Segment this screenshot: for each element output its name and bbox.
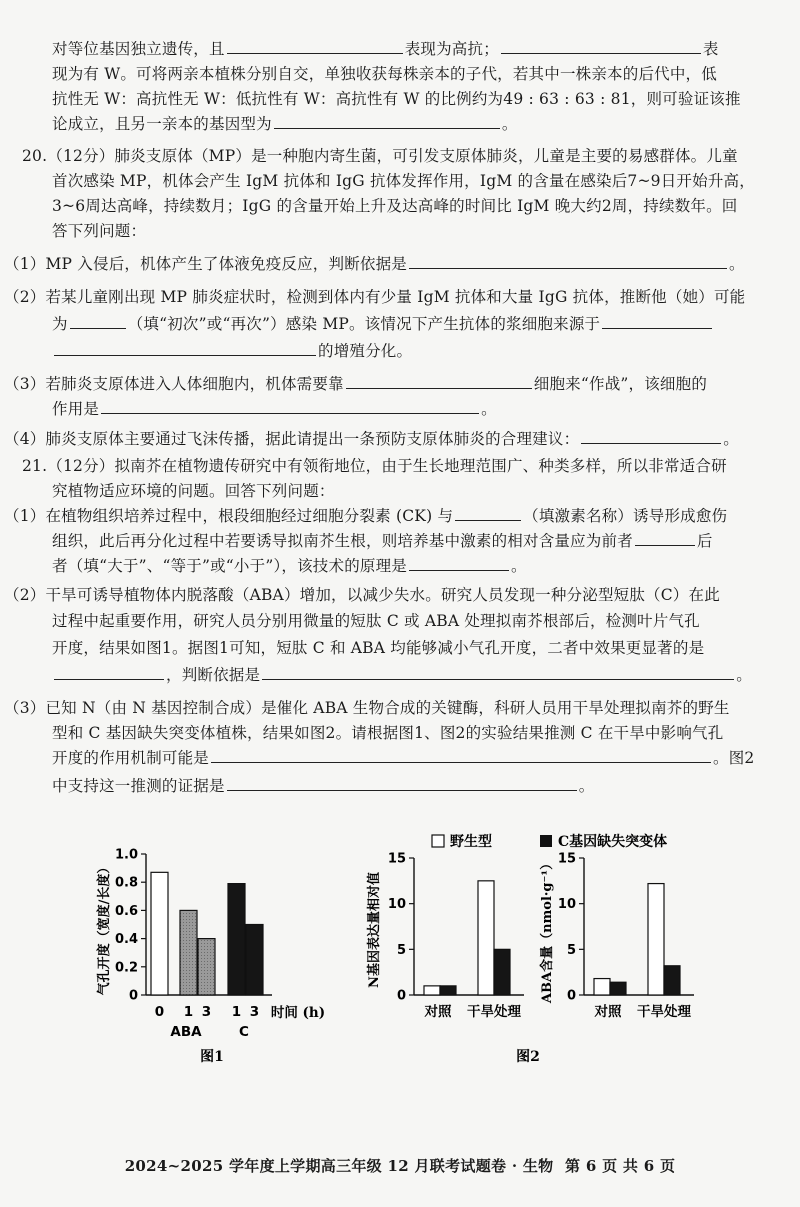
text: 表	[702, 40, 719, 58]
q21-sub3-line3	[52, 747, 800, 769]
text: （填激素名称）诱导形成愈伤	[523, 507, 728, 525]
group-label-c: C	[239, 1024, 249, 1040]
q21-line-2: 究植物适应环境的问题。回答下列问题：	[52, 482, 335, 500]
y-tick-label: 15	[387, 851, 406, 867]
text: 。	[729, 255, 745, 273]
q21-sub2-line1: （2）干旱可诱导植物体内脱落酸（ABA）增加，以减少失水。研究人员发现一种分泌型短肽（C）在此	[4, 586, 720, 604]
q20-line-4: 答下列问题：	[52, 222, 147, 240]
text: 表现为高抗；	[404, 40, 499, 58]
q21-sub1-line1	[4, 505, 800, 527]
answer-blank[interactable]	[70, 313, 126, 329]
group-label-aba: ABA	[170, 1024, 202, 1040]
x-tick-label: 0	[154, 1004, 165, 1020]
y-tick-label: 0.6	[114, 903, 138, 919]
text: （1）MP 入侵后，机体产生了体液免疫反应，判断依据是	[4, 255, 407, 273]
x-axis-label: 时间 (h)	[270, 1005, 326, 1021]
q21-sub3-line4	[52, 775, 800, 797]
text: 作用是	[52, 400, 100, 418]
text: 者（填“大于”、“等于”或“小于”），该技术的原理是	[52, 557, 407, 575]
text: ，判断依据是	[166, 666, 261, 684]
y-axis-label: N基因表达量相对值	[367, 872, 382, 988]
q20-sub3-line2	[52, 398, 800, 420]
bar-1	[180, 910, 197, 995]
q21-sub1-line2	[52, 530, 800, 552]
answer-blank[interactable]	[602, 313, 712, 329]
y-tick-label: 5	[396, 942, 406, 958]
q19-line-3: 抗性无 W：高抗性无 W：低抗性有 W：高抗性有 W 的比例约为49 : 63 : 63 : 81，则可验证该推	[52, 90, 741, 108]
q21-sub2-line2: 过程中起重要作用，研究人员分别用微量的短肽 C 或 ABA 处理拟南芥根部后，检测叶片气孔	[52, 612, 700, 630]
bar-0	[151, 872, 168, 995]
bar-mutant-0	[610, 982, 626, 995]
q19-line-2: 现为有 W。可将两亲本植株分别自交，单独收获每株亲本的子代，若其中一株亲本的后代中，低	[52, 65, 717, 83]
q21-sub2-line3: 开度，结果如图1。据图1可知，短肽 C 和 ABA 均能够减小气孔开度，二者中效果更显著的是	[52, 639, 705, 657]
q21-heading: 21.（12分）拟南芥在植物遗传研究中有领衔地位，由于生长地理范围广、种类多样，所以非常适合研	[22, 457, 727, 475]
y-axis-label: 气孔开度（宽度/长度）	[97, 860, 112, 996]
bar-wild-0	[594, 979, 610, 995]
y-tick-label: 0	[396, 988, 406, 1004]
legend-label-mutant: C基因缺失突变体	[558, 834, 668, 850]
text: 。	[736, 666, 752, 684]
text: 。	[511, 557, 527, 575]
bar-mutant-0	[440, 986, 456, 995]
text: 的增殖分化。	[318, 342, 413, 360]
q20-line-3: 3~6周达高峰，持续数月；IgG 的含量开始上升及达高峰的时间比 IgM 晚大约2周，持续数年。回	[52, 197, 738, 215]
legend-swatch-wild	[432, 835, 444, 847]
y-tick-label: 1.0	[114, 847, 138, 863]
answer-blank[interactable]	[54, 664, 164, 680]
footer-page-number: 第 6 页 共 6 页	[565, 1157, 676, 1175]
text: 论成立，且另一亲本的基因型为	[52, 115, 272, 133]
y-tick-label: 0	[566, 988, 576, 1004]
answer-blank[interactable]	[501, 38, 701, 54]
bar-wild-1	[648, 884, 664, 995]
y-tick-label: 10	[557, 897, 576, 913]
text: （4）肺炎支原体主要通过飞沫传播，据此请提出一条预防支原体肺炎的合理建议：	[4, 430, 580, 448]
x-tick-label: 3	[201, 1004, 212, 1020]
text: （1）在植物组织培养过程中，根段细胞经过细胞分裂素 (CK) 与	[4, 507, 454, 525]
answer-blank[interactable]	[227, 775, 577, 791]
footer-title: 2024~2025 学年度上学期高三年级 12 月联考试题卷 · 生物	[124, 1157, 554, 1175]
x-label-control: 对照	[424, 1004, 452, 1020]
answer-blank[interactable]	[455, 505, 521, 521]
x-tick-label: 1	[231, 1004, 242, 1020]
y-tick-label: 0.2	[114, 960, 138, 976]
figure-2-aba-chart	[539, 852, 694, 1021]
text: 。	[578, 777, 595, 795]
q19-line-1	[52, 38, 800, 60]
q19-line-4	[52, 113, 800, 135]
figure-2-n-gene-chart	[366, 852, 524, 1021]
answer-blank[interactable]	[635, 530, 695, 546]
text: 组织，此后再分化过程中若要诱导拟南芥生根，则培养基中激素的相对含量应为前者	[52, 532, 633, 550]
y-tick-label: 0.4	[114, 932, 138, 948]
text: 。	[501, 115, 518, 133]
q20-line-2: 首次感染 MP，机体会产生 IgM 抗体和 IgG 抗体发挥作用，IgM 的含量在感染后7~9日开始升高，	[52, 172, 755, 190]
bar-wild-1	[478, 881, 494, 995]
y-tick-label: 10	[387, 897, 406, 913]
text: 。图2	[713, 749, 755, 767]
answer-blank[interactable]	[101, 398, 479, 414]
text: （3）若肺炎支原体进入人体细胞内，机体需要靠	[4, 375, 344, 393]
y-tick-label: 0.8	[114, 875, 138, 891]
q20-sub2-line1: （2）若某儿童刚出现 MP 肺炎症状时，检测到体内有少量 IgM 抗体和大量 IgG 抗体，推断他（她）可能	[4, 288, 746, 306]
answer-blank[interactable]	[274, 113, 500, 129]
y-axis-label: ABA含量（nmol·g⁻¹）	[540, 856, 555, 1004]
answer-blank[interactable]	[581, 428, 721, 444]
x-label-control: 对照	[594, 1004, 622, 1020]
text: （填“初次”或“再次”）感染 MP。该情况下产生抗体的浆细胞来源于	[127, 315, 601, 333]
q21-sub2-line4	[52, 664, 800, 686]
bar-2	[198, 939, 215, 995]
figure-1-caption: 图1	[200, 1049, 224, 1065]
text: 。	[481, 400, 497, 418]
legend-label-wild: 野生型	[450, 834, 492, 850]
answer-blank[interactable]	[54, 340, 316, 356]
answer-blank[interactable]	[227, 38, 403, 54]
text: 中支持这一推测的证据是	[52, 777, 225, 795]
q21-sub3-line1: （3）已知 N（由 N 基因控制合成）是催化 ABA 生物合成的关键酶，科研人员用干旱处理拟南芥的野生	[4, 699, 730, 717]
q21-sub3-line2: 型和 C 基因缺失突变体植株，结果如图2。请根据图1、图2的实验结果推测 C 在干旱中影响气孔	[52, 724, 724, 742]
text: 对等位基因独立遗传，且	[52, 40, 225, 58]
text: 开度的作用机制可能是	[52, 749, 210, 767]
x-tick-label: 3	[249, 1004, 260, 1020]
figures	[0, 820, 800, 1080]
bar-wild-0	[424, 986, 440, 995]
bar-3	[228, 884, 245, 995]
y-tick-label: 0	[128, 988, 138, 1004]
figure-1-chart	[96, 848, 325, 1066]
page-footer	[0, 1155, 800, 1176]
bar-4	[246, 925, 263, 996]
x-tick-label: 1	[183, 1004, 194, 1020]
q20-sub1	[4, 253, 800, 275]
y-tick-label: 5	[566, 942, 576, 958]
answer-blank[interactable]	[409, 253, 727, 269]
answer-blank[interactable]	[409, 555, 509, 571]
y-tick-label: 15	[557, 851, 576, 867]
text: 细胞来“作战”，该细胞的	[533, 375, 708, 393]
q20-sub2-line3	[52, 340, 800, 362]
bar-mutant-1	[494, 949, 510, 995]
q20-sub2-line2	[52, 313, 800, 335]
text: 后	[696, 532, 713, 550]
legend-swatch-mutant	[540, 835, 552, 847]
q20-sub3-line1	[4, 373, 800, 395]
text: 为	[52, 315, 68, 333]
x-label-drought: 干旱处理	[467, 1004, 521, 1020]
text: 。	[723, 430, 739, 448]
answer-blank[interactable]	[346, 373, 532, 389]
figure-2-caption: 图2	[516, 1049, 540, 1065]
answer-blank[interactable]	[211, 747, 711, 763]
q20-heading: 20.（12分）肺炎支原体（MP）是一种胞内寄生菌，可引发支原体肺炎，儿童是主要的易感群体。儿童	[22, 147, 738, 165]
bar-mutant-1	[664, 966, 680, 995]
q20-sub4	[4, 428, 800, 450]
figure-2-legend	[432, 833, 667, 850]
answer-blank[interactable]	[262, 664, 734, 680]
q21-sub1-line3	[52, 555, 800, 577]
x-label-drought: 干旱处理	[637, 1004, 691, 1020]
